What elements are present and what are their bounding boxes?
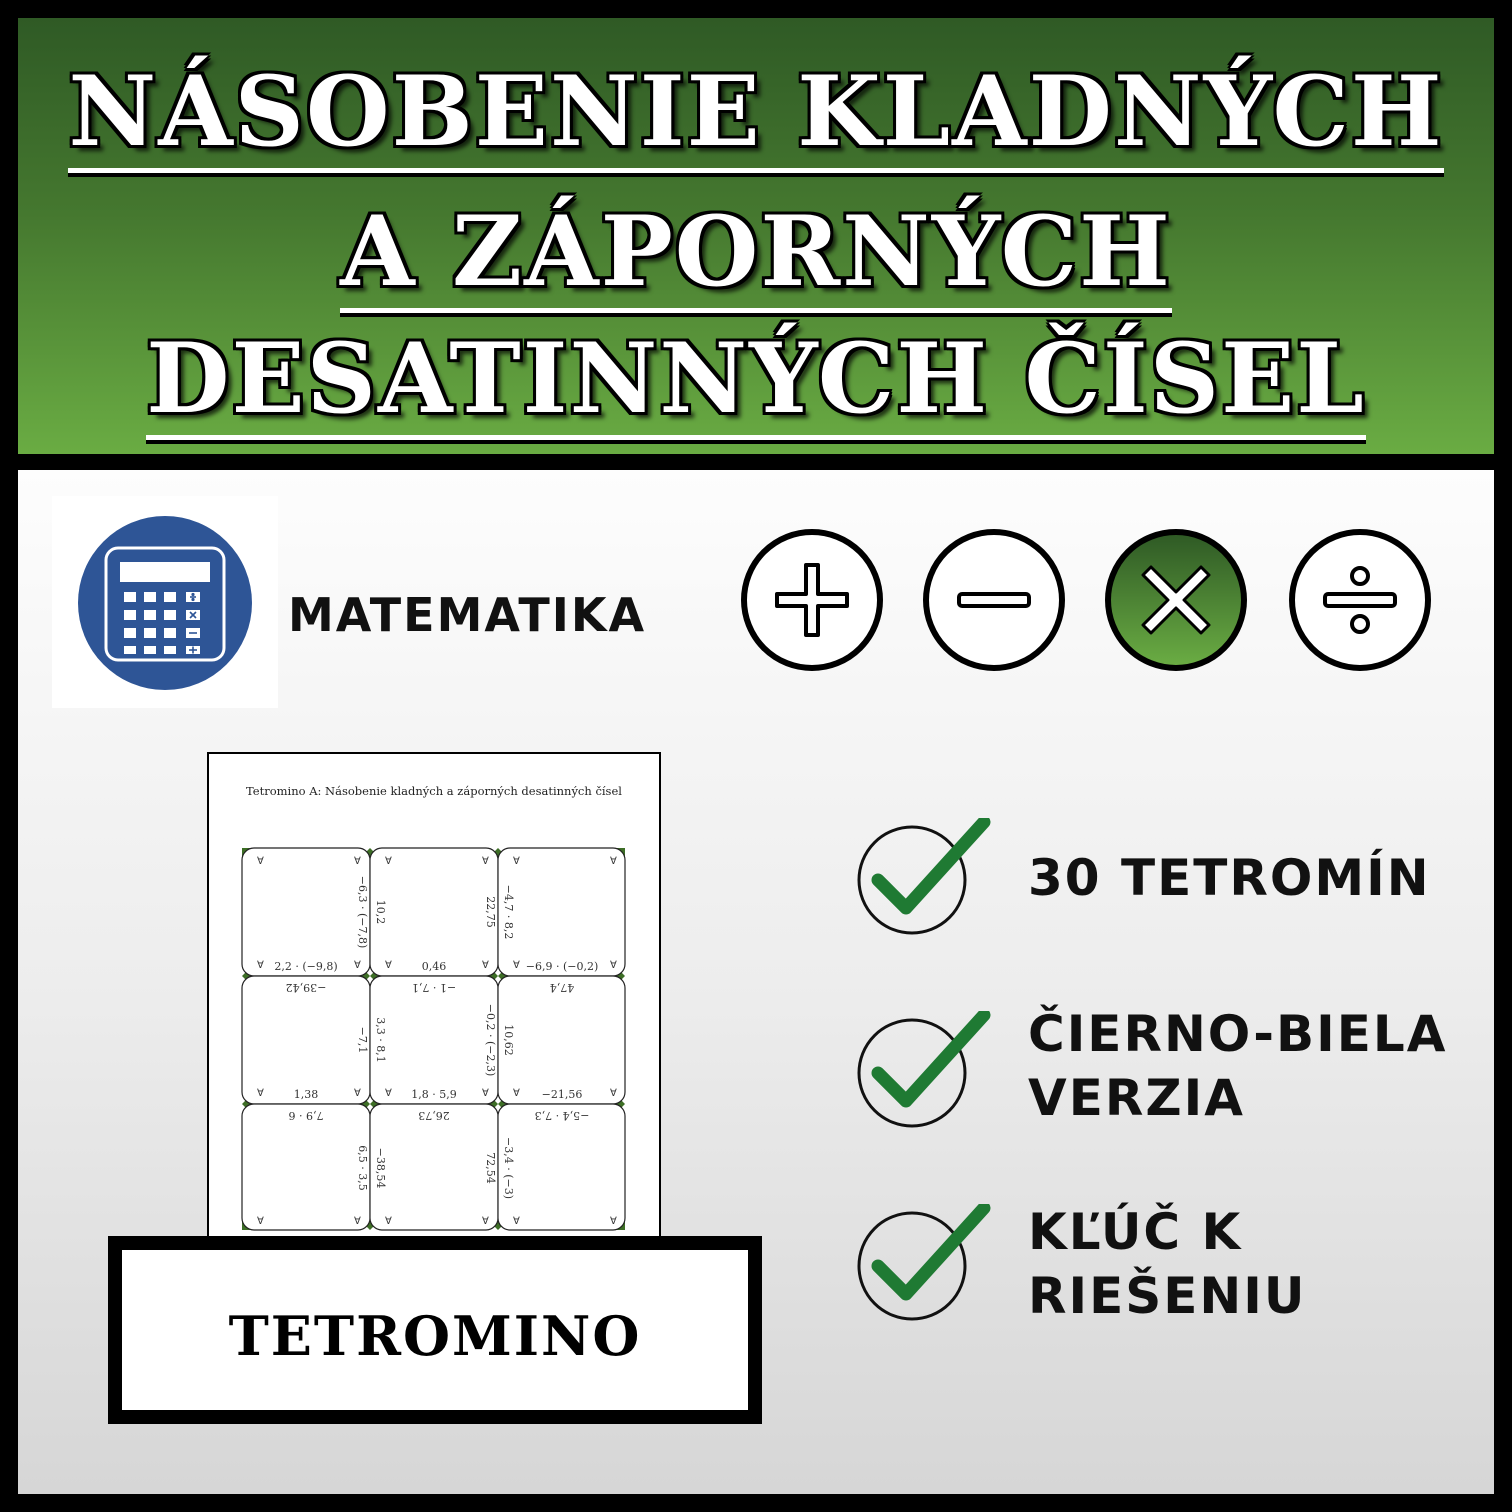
svg-text:∀: ∀ — [482, 1088, 489, 1099]
divide-icon — [1289, 529, 1431, 671]
tetromino-grid — [209, 754, 659, 1270]
cell-text: 72,54 — [484, 1152, 497, 1184]
times-icon — [1105, 529, 1247, 671]
checkmark-icon — [856, 1011, 996, 1131]
svg-text:∀: ∀ — [482, 960, 489, 971]
cell-text: 6,5 · 3,5 — [356, 1145, 369, 1191]
subject-label: MATEMATIKA — [288, 588, 647, 642]
cell-text: 1,8 · 5,9 — [411, 1088, 457, 1101]
cell-text: −6,3 · (−7,8) — [356, 875, 369, 949]
format-label: TETROMINO — [228, 1304, 642, 1368]
cell-text: −21,56 — [541, 1088, 583, 1101]
svg-text:∀: ∀ — [257, 1088, 264, 1099]
svg-text:∀: ∀ — [482, 1216, 489, 1227]
cell-text: 7,9 · 6 — [288, 1109, 324, 1122]
svg-text:∀: ∀ — [610, 1216, 617, 1227]
cell-text: −5,4 · 7,3 — [534, 1109, 590, 1122]
svg-text:∀: ∀ — [354, 960, 361, 971]
svg-text:∀: ∀ — [257, 960, 264, 971]
plus-icon — [741, 529, 883, 671]
title-line-1: NÁSOBENIE KLADNÝCH — [18, 56, 1494, 173]
title-line-3: DESATINNÝCH ČÍSEL — [18, 323, 1494, 440]
cell-text: 1,38 — [293, 1088, 319, 1101]
cell-text: 2,2 · (−9,8) — [274, 960, 338, 973]
svg-text:∀: ∀ — [257, 856, 264, 867]
cell-text: −39,42 — [285, 981, 327, 994]
feature-item-tetromino-count: 30 TETROMÍN — [1028, 849, 1431, 907]
cell-text: −38,54 — [374, 1147, 387, 1189]
checkmark-icon — [856, 1204, 996, 1324]
minus-icon — [923, 529, 1065, 671]
svg-text:∀: ∀ — [513, 960, 520, 971]
svg-text:∀: ∀ — [385, 1216, 392, 1227]
svg-text:∀: ∀ — [610, 1088, 617, 1099]
svg-text:∀: ∀ — [610, 856, 617, 867]
cell-text: 3,3 · 8,1 — [374, 1017, 387, 1063]
cell-text: 0,46 — [421, 960, 447, 973]
worksheet-preview — [207, 752, 661, 1272]
title-line-2: A ZÁPORNÝCH — [18, 196, 1494, 313]
svg-text:∀: ∀ — [513, 1088, 520, 1099]
svg-text:∀: ∀ — [482, 856, 489, 867]
cell-text: 22,75 — [484, 896, 497, 928]
cell-text: −4,7 · 8,2 — [502, 884, 515, 940]
cell-text: −1 · 7,1 — [411, 981, 457, 994]
cell-text: −0,2 · (−2,3) — [484, 1003, 497, 1077]
checkmark-icon — [856, 818, 996, 938]
svg-text:∀: ∀ — [385, 856, 392, 867]
svg-text:∀: ∀ — [385, 960, 392, 971]
cell-text: −3,4 · (−3) — [502, 1137, 515, 1199]
header-divider — [0, 454, 1512, 470]
svg-text:∀: ∀ — [354, 1088, 361, 1099]
cell-text: 10,2 — [374, 899, 387, 925]
format-label-box — [108, 1236, 762, 1424]
svg-text:∀: ∀ — [385, 1088, 392, 1099]
cell-text: 26,73 — [418, 1109, 450, 1122]
svg-text:∀: ∀ — [354, 856, 361, 867]
feature-item-black-white: ČIERNO-BIELA VERZIA — [1028, 1005, 1448, 1127]
worksheet-title: Tetromino A: Násobenie kladných a záporných desatinných čísel — [246, 784, 622, 798]
calculator-icon — [78, 516, 252, 690]
cell-text: 10,62 — [502, 1024, 515, 1056]
svg-text:∀: ∀ — [610, 960, 617, 971]
svg-text:∀: ∀ — [513, 856, 520, 867]
feature-item-answer-key: KĽÚČ K RIEŠENIU — [1028, 1203, 1307, 1325]
svg-text:∀: ∀ — [257, 1216, 264, 1227]
cell-text: −6,9 · (−0,2) — [525, 960, 599, 973]
svg-text:∀: ∀ — [513, 1216, 520, 1227]
svg-text:∀: ∀ — [354, 1216, 361, 1227]
header-banner — [18, 18, 1494, 454]
cell-text: −7,1 — [356, 1026, 369, 1054]
cell-text: 47,4 — [549, 981, 575, 994]
